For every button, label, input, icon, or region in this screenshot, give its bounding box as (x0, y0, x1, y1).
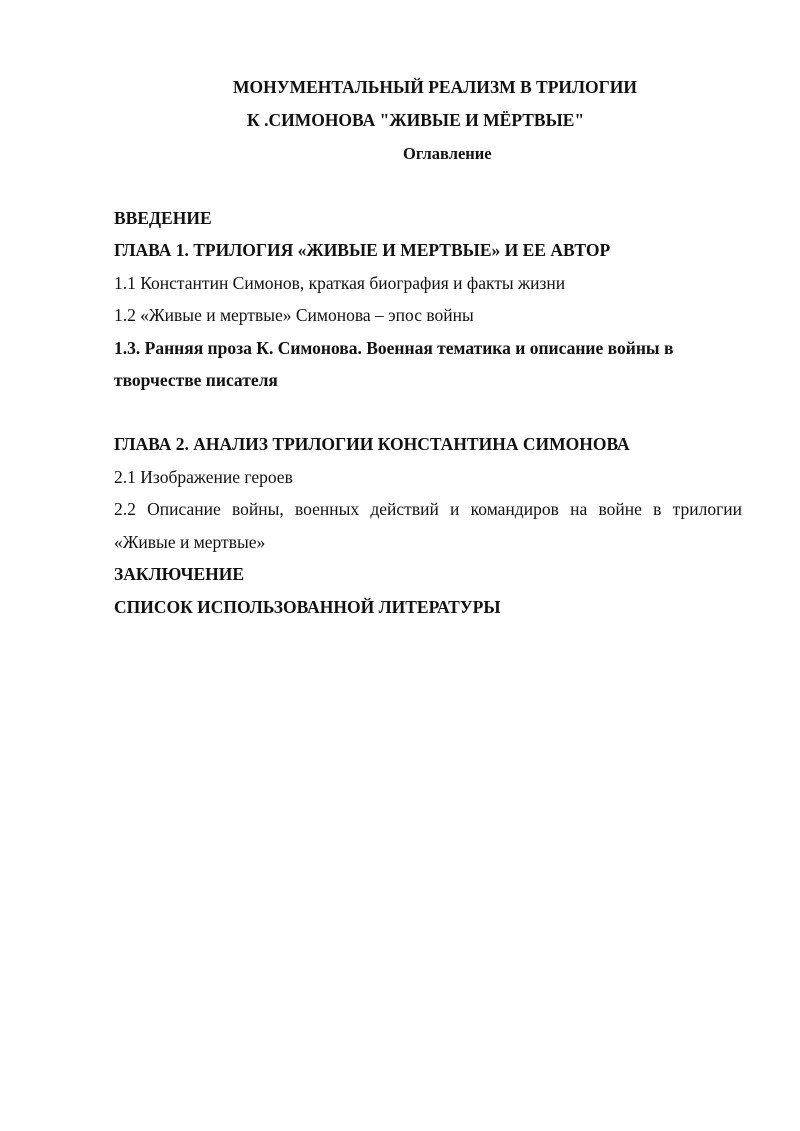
toc-entry-chapter-1: ГЛАВА 1. ТРИЛОГИЯ «ЖИВЫЕ И МЕРТВЫЕ» И ЕЕ АВТОР (114, 240, 611, 260)
toc-entry-section-1-2: 1.2 «Живые и мертвые» Симонова – эпос войны (114, 305, 474, 325)
toc-heading: Оглавление (403, 144, 492, 163)
toc-entry-section-2-2-continued: «Живые и мертвые» (114, 532, 266, 552)
document-title-line-2: К .СИМОНОВА "ЖИВЫЕ И МЁРТВЫЕ" (247, 110, 585, 130)
toc-entry-section-1-1: 1.1 Константин Симонов, краткая биография и факты жизни (114, 273, 566, 293)
toc-entry-section-2-1: 2.1 Изображение героев (114, 467, 293, 487)
toc-entry-section-1-3-continued: творчестве писателя (114, 370, 278, 390)
document-title-line-1: МОНУМЕНТАЛЬНЫЙ РЕАЛИЗМ В ТРИЛОГИИ (233, 77, 638, 97)
toc-entry-conclusion: ЗАКЛЮЧЕНИЕ (114, 564, 245, 584)
toc-entry-introduction: ВВЕДЕНИЕ (114, 208, 212, 228)
toc-entry-chapter-2: ГЛАВА 2. АНАЛИЗ ТРИЛОГИИ КОНСТАНТИНА СИМОНОВА (114, 434, 630, 454)
toc-entry-references: СПИСОК ИСПОЛЬЗОВАННОЙ ЛИТЕРАТУРЫ (114, 597, 501, 617)
toc-entry-section-2-2: 2.2 Описание войны, военных действий и командиров на войне в трилогии (114, 499, 742, 519)
toc-entry-section-1-3: 1.3. Ранняя проза К. Симонова. Военная тематика и описание войны в (114, 338, 674, 358)
